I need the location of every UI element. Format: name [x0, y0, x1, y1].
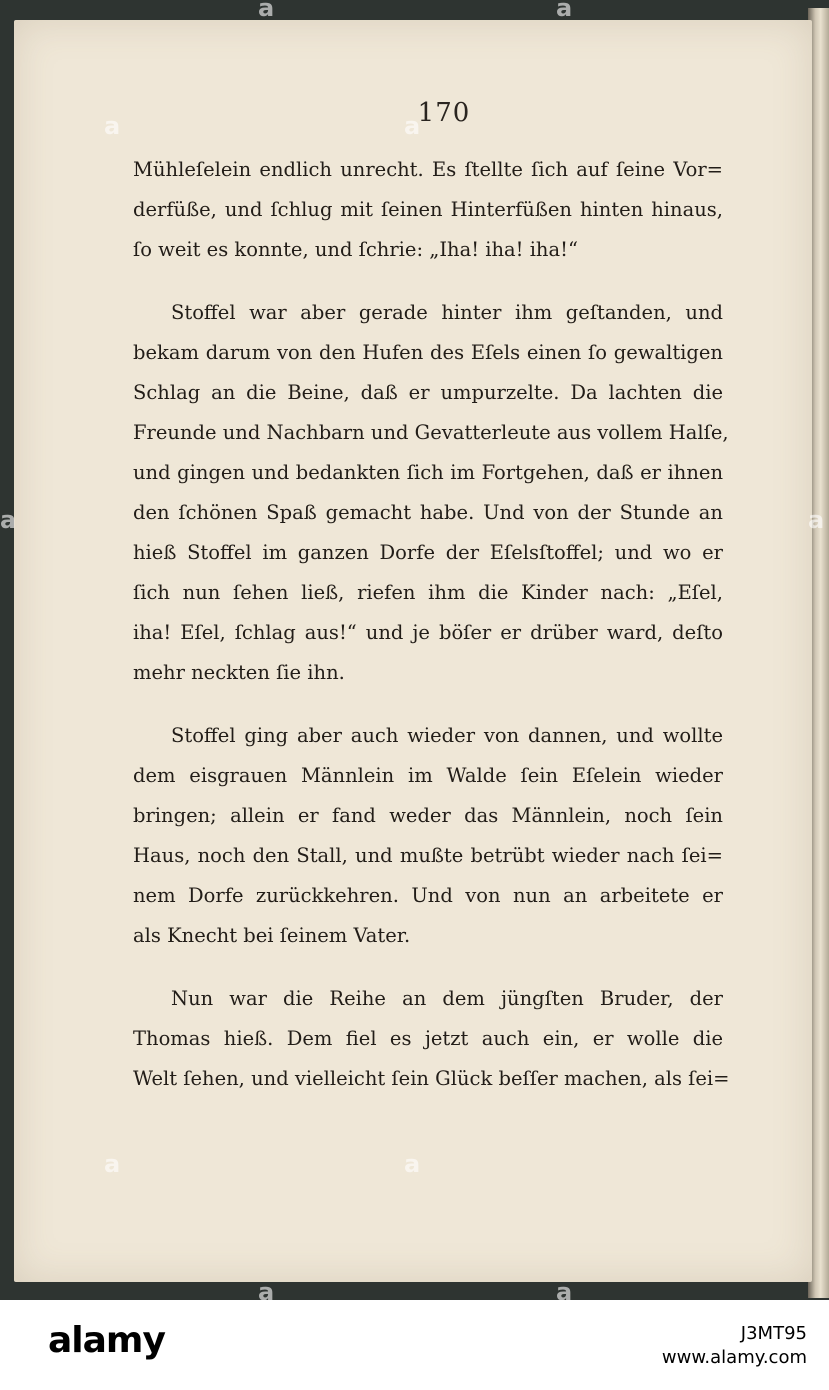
- page-text: [133, 150, 730, 1099]
- text-line: dem eisgrauen Männlein im Walde ſein Eſelein wieder: [133, 764, 723, 787]
- watermark-icon: a: [808, 506, 825, 534]
- text-line: mehr neckten ſie ihn.: [133, 661, 345, 684]
- text-line: bringen; allein er fand weder das Männlein, noch ſein: [133, 804, 723, 827]
- text-line: ſich nun ſehen ließ, riefen ihm die Kinder nach: „Eſel,: [133, 581, 723, 604]
- watermark-icon: a: [404, 1150, 421, 1178]
- text-line: Stoffel ging aber auch wieder von dannen, und wollte: [171, 724, 723, 747]
- stock-info: [662, 1322, 807, 1370]
- text-line: ſo weit es konnte, und ſchrie: „Iha! iha! iha!“: [133, 238, 578, 261]
- text-line: Thomas hieß. Dem fiel es jetzt auch ein, er wolle die: [133, 1027, 723, 1050]
- text-line: nem Dorfe zurückkehren. Und von nun an arbeitete er: [133, 884, 723, 907]
- watermark-icon: a: [404, 112, 421, 140]
- text-line: Stoffel war aber gerade hinter ihm geſtanden, und: [171, 301, 723, 324]
- text-line: bekam darum von den Hufen des Eſels einen ſo gewaltigen: [133, 341, 723, 364]
- watermark-icon: a: [104, 1150, 121, 1178]
- text-line: derfüße, und ſchlug mit ſeinen Hinterfüßen hinten hinaus,: [133, 198, 723, 221]
- image-id: J3MT95: [740, 1323, 807, 1344]
- text-line: als Knecht bei ſeinem Vater.: [133, 924, 411, 947]
- text-line: Schlag an die Beine, daß er umpurzelte. Da lachten die: [133, 381, 723, 404]
- text-line: Welt ſehen, und vielleicht ſein Glück beſſer machen, als ſei=: [133, 1067, 730, 1090]
- stock-footer: [0, 1300, 829, 1390]
- stock-site: www.alamy.com: [661, 1347, 807, 1368]
- text-line: Mühleſelein endlich unrecht. Es ſtellte ſich auf ſeine Vor=: [133, 158, 723, 181]
- watermark-icon: a: [556, 0, 573, 22]
- watermark-icon: a: [258, 0, 275, 22]
- text-line: Haus, noch den Stall, und mußte betrübt wieder nach ſei=: [133, 844, 723, 867]
- text-line: Freunde und Nachbarn und Gevatterleute aus vollem Halſe,: [133, 421, 729, 444]
- watermark-icon: a: [556, 1278, 573, 1300]
- text-line: iha! Eſel, ſchlag aus!“ und je böſer er drüber ward, deſto: [133, 621, 723, 644]
- watermark-icon: a: [258, 1278, 275, 1300]
- watermark-icon: a: [0, 506, 17, 534]
- stock-logo: alamy: [48, 1320, 165, 1361]
- text-line: Nun war die Reihe an dem jüngſten Bruder, der: [171, 987, 723, 1010]
- watermark-icon: a: [104, 112, 121, 140]
- text-line: den ſchönen Spaß gemacht habe. Und von der Stunde an: [133, 501, 723, 524]
- text-line: und gingen und bedankten ſich im Fortgehen, daß er ihnen: [133, 461, 723, 484]
- text-line: hieß Stoffel im ganzen Dorfe der Eſelsſtoffel; und wo er: [133, 541, 723, 564]
- page-number: 170: [417, 98, 471, 128]
